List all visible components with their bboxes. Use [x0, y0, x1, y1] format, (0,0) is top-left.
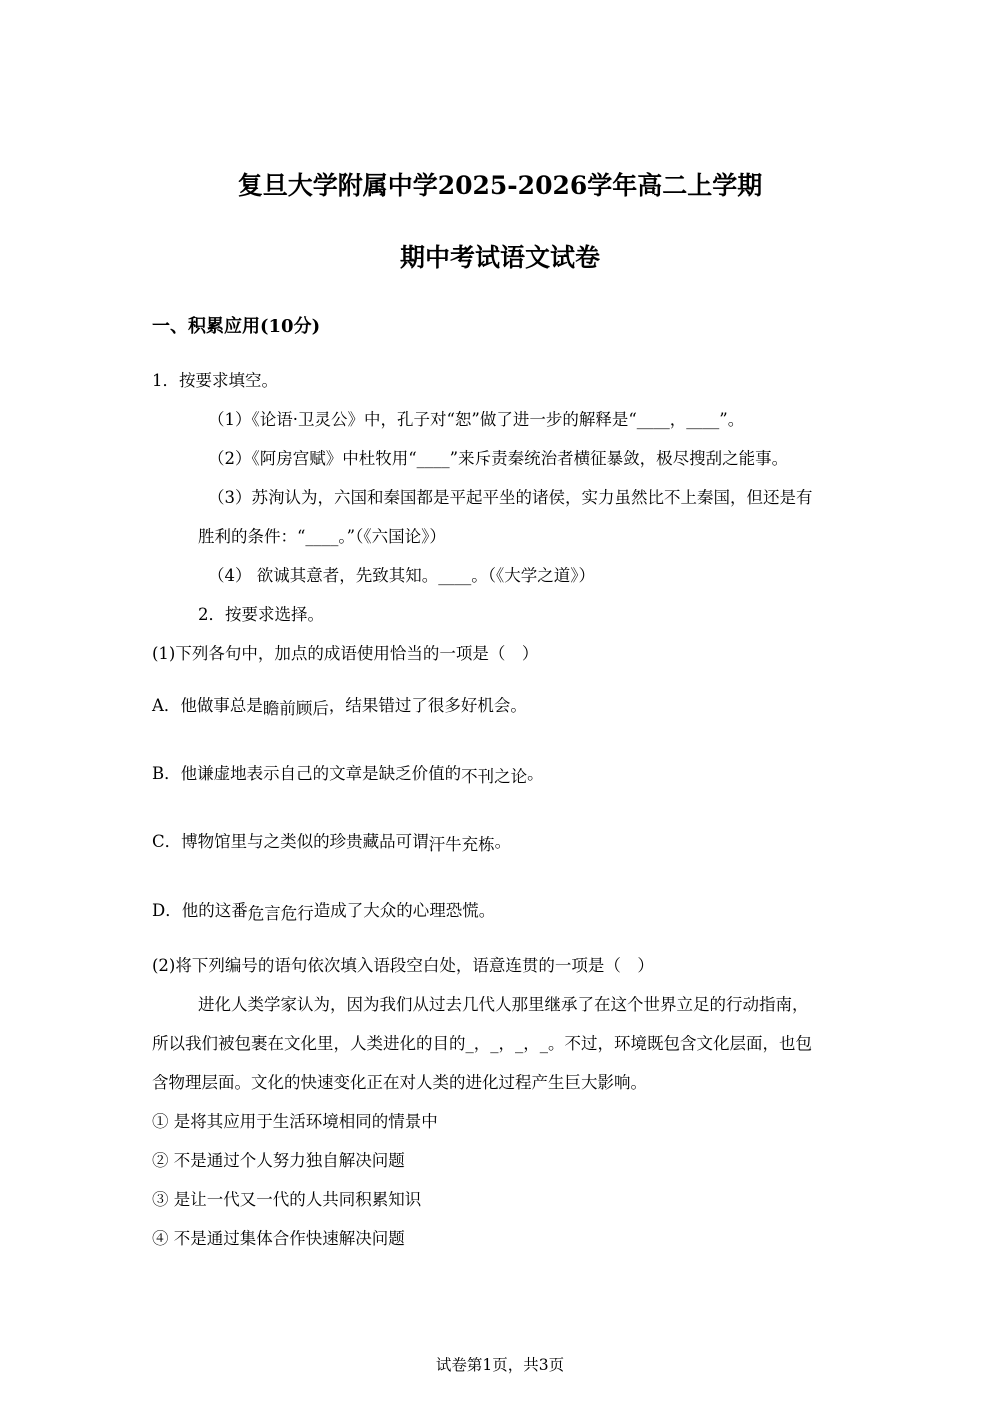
passage-line-3: 含物理层面。文化的快速变化正在对人类的进化过程产生巨大影响。: [152, 1073, 647, 1092]
sentence-choice-2: ② 不是通过个人努力独自解决问题: [152, 1151, 405, 1170]
passage-line-1: 进化人类学家认为，因为我们从过去几代人那里继承了在这个世界立足的行动指南，: [198, 995, 809, 1014]
option-letter: C．: [152, 832, 182, 851]
question-2-stem: 2．按要求选择。: [198, 605, 324, 624]
dotted-idiom: 汗牛充栋: [428, 835, 495, 854]
option-d: [152, 901, 496, 923]
option-text: 造成了大众的心理恐慌。: [313, 901, 496, 920]
question-1-item-4: （4） 欲诚其意者，先致其知。____。（《大学之道》）: [208, 566, 595, 585]
option-b: [152, 764, 544, 786]
dotted-idiom: 危言危行: [247, 904, 314, 923]
sentence-choice-4: ④ 不是通过集体合作快速解决问题: [152, 1229, 405, 1248]
option-letter: A．: [152, 696, 181, 715]
sentence-choice-3: ③ 是让一代又一代的人共同积累知识: [152, 1190, 422, 1209]
question-1-stem: 1．按要求填空。: [152, 371, 278, 390]
question-1-item-3-line-2: 胜利的条件：“____。”（《六国论》）: [198, 527, 446, 546]
question-2-1-stem: (1)下列各句中，加点的成语使用恰当的一项是（ ）: [152, 644, 539, 663]
option-text: 。: [494, 832, 512, 851]
exam-title: 复旦大学附属中学2025-2026学年高二上学期: [237, 171, 763, 200]
question-2-2-stem: (2)将下列编号的语句依次填入语段空白处，语意连贯的一项是（ ）: [152, 956, 654, 975]
option-text: 他的这番: [181, 901, 248, 920]
option-text: 他做事总是: [180, 696, 263, 715]
option-text: 他谦虚地表示自己的文章是缺乏价值的: [180, 764, 462, 783]
page-footer: 试卷第1页，共3页: [435, 1356, 565, 1374]
option-text: 博物馆里与之类似的珍贵藏品可谓: [181, 832, 429, 851]
option-letter: D．: [152, 901, 182, 920]
question-1-item-2: （2）《阿房宫赋》中杜牧用“____”来斥责秦统治者横征暴敛，极尽搜刮之能事。: [208, 449, 789, 468]
option-text: ，结果错过了很多好机会。: [328, 696, 527, 715]
option-c: [152, 832, 512, 854]
passage-line-2: 所以我们被包裹在文化里，人类进化的目的_，_，_，_。不过，环境既包含文化层面，也包: [152, 1034, 812, 1053]
sentence-choice-1: ① 是将其应用于生活环境相同的情景中: [152, 1112, 438, 1131]
option-a: [152, 696, 527, 718]
option-letter: B．: [152, 764, 181, 783]
section-heading: 一、积累应用(10分): [152, 316, 321, 337]
question-1-item-1: （1）《论语·卫灵公》中，孔子对“恕”做了进一步的解释是“____，____”。: [208, 410, 745, 429]
question-1-item-3-line-1: （3）苏洵认为，六国和秦国都是平起平坐的诸侯，实力虽然比不上秦国，但还是有: [208, 488, 813, 507]
dotted-idiom: 不刊之论: [461, 767, 528, 786]
option-text: 。: [527, 764, 544, 783]
exam-subtitle: 期中考试语文试卷: [399, 243, 600, 272]
dotted-idiom: 瞻前顾后: [262, 699, 329, 718]
